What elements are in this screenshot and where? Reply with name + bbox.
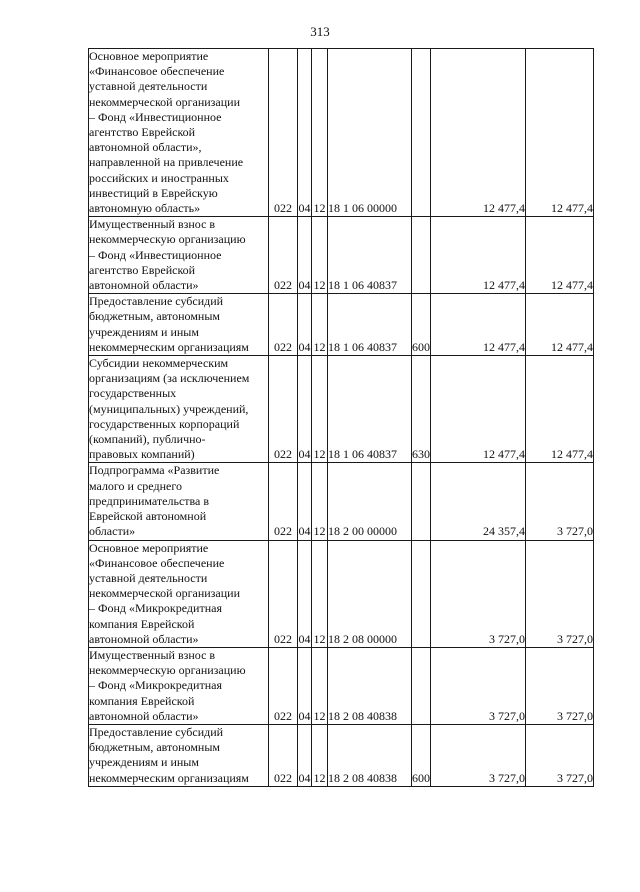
planned-amount: 12 477,4: [431, 356, 526, 463]
executed-amount: 12 477,4: [526, 217, 594, 294]
row-name-text: Основное мероприятие «Финансовое обеспечение уставной деятельности некоммерческой организации – Фонд «Инвестиционное агентство Еврейской автономной области», направленной на привлечение российских и иностранных инвестиций в Еврейскую автономную область»: [89, 49, 244, 216]
target-article-code: 18 1 06 00000: [328, 49, 412, 217]
subsection-code: 12: [312, 294, 328, 356]
row-name: [89, 294, 269, 356]
target-article-code: 18 1 06 40837: [328, 294, 412, 356]
executed-amount: 3 727,0: [526, 724, 594, 786]
planned-amount: 3 727,0: [431, 540, 526, 647]
section-code: 04: [298, 463, 312, 540]
expense-type-code: [412, 647, 431, 724]
row-name-text: Основное мероприятие «Финансовое обеспечение уставной деятельности некоммерческой организации – Фонд «Микрокредитная компания Еврейской автономной области»: [89, 540, 241, 646]
target-article-code: 18 2 00 00000: [328, 463, 412, 540]
executed-amount: 3 727,0: [526, 647, 594, 724]
executed-amount: 3 727,0: [526, 540, 594, 647]
target-article-code: 18 1 06 40837: [328, 356, 412, 463]
executed-amount: 12 477,4: [526, 49, 594, 217]
table-row: [89, 463, 594, 540]
expense-type-code: 600: [412, 724, 431, 786]
page-number: 313: [310, 24, 330, 39]
row-name: [89, 49, 269, 217]
grbs-code: 022: [269, 724, 298, 786]
row-name-text: Имущественный взнос в некоммерческую организацию – Фонд «Микрокредитная компания Еврейской автономной области»: [89, 647, 246, 723]
target-article-code: 18 1 06 40837: [328, 217, 412, 294]
section-code: 04: [298, 724, 312, 786]
section-code: 04: [298, 647, 312, 724]
section-code: 04: [298, 540, 312, 647]
grbs-code: 022: [269, 540, 298, 647]
row-name: [89, 463, 269, 540]
row-name: [89, 540, 269, 647]
executed-amount: 3 727,0: [526, 463, 594, 540]
planned-amount: 12 477,4: [431, 49, 526, 217]
planned-amount: 24 357,4: [431, 463, 526, 540]
subsection-code: 12: [312, 49, 328, 217]
row-name: [89, 724, 269, 786]
row-name: [89, 647, 269, 724]
grbs-code: 022: [269, 356, 298, 463]
table-row: [89, 49, 594, 217]
section-code: 04: [298, 49, 312, 217]
section-code: 04: [298, 217, 312, 294]
planned-amount: 12 477,4: [431, 294, 526, 356]
row-name-text: Подпрограмма «Развитие малого и среднего предпринимательства в Еврейской автономной области»: [89, 463, 220, 539]
grbs-code: 022: [269, 217, 298, 294]
row-name: [89, 356, 269, 463]
grbs-code: 022: [269, 49, 298, 217]
table-row: [89, 217, 594, 294]
grbs-code: 022: [269, 294, 298, 356]
subsection-code: 12: [312, 463, 328, 540]
expense-type-code: [412, 217, 431, 294]
table-row: [89, 724, 594, 786]
row-name-text: Предоставление субсидий бюджетным, автономным учреждениям и иным некоммерческим организациям: [89, 294, 249, 354]
planned-amount: 3 727,0: [431, 724, 526, 786]
row-name: [89, 217, 269, 294]
grbs-code: 022: [269, 463, 298, 540]
subsection-code: 12: [312, 356, 328, 463]
expense-type-code: [412, 463, 431, 540]
table-row: [89, 540, 594, 647]
target-article-code: 18 2 08 40838: [328, 647, 412, 724]
row-name-text: Субсидии некоммерческим организациям (за исключением государственных (муниципальных) учреждений, государственных корпораций (компаний), публично- правовых компаний): [89, 356, 250, 462]
grbs-code: 022: [269, 647, 298, 724]
row-name-text: Предоставление субсидий бюджетным, автономным учреждениям и иным некоммерческим организациям: [89, 724, 249, 785]
expense-type-code: 600: [412, 294, 431, 356]
table-row: [89, 647, 594, 724]
subsection-code: 12: [312, 724, 328, 786]
expense-type-code: [412, 540, 431, 647]
row-name-text: Имущественный взнос в некоммерческую организацию – Фонд «Инвестиционное агентство Еврейской автономной области»: [89, 217, 246, 293]
section-code: 04: [298, 356, 312, 463]
subsection-code: 12: [312, 647, 328, 724]
planned-amount: 12 477,4: [431, 217, 526, 294]
target-article-code: 18 2 08 40838: [328, 724, 412, 786]
target-article-code: 18 2 08 00000: [328, 540, 412, 647]
subsection-code: 12: [312, 540, 328, 647]
executed-amount: 12 477,4: [526, 294, 594, 356]
budget-table: [88, 48, 594, 787]
table-row: [89, 294, 594, 356]
section-code: 04: [298, 294, 312, 356]
executed-amount: 12 477,4: [526, 356, 594, 463]
subsection-code: 12: [312, 217, 328, 294]
expense-type-code: 630: [412, 356, 431, 463]
expense-type-code: [412, 49, 431, 217]
table-row: [89, 356, 594, 463]
planned-amount: 3 727,0: [431, 647, 526, 724]
